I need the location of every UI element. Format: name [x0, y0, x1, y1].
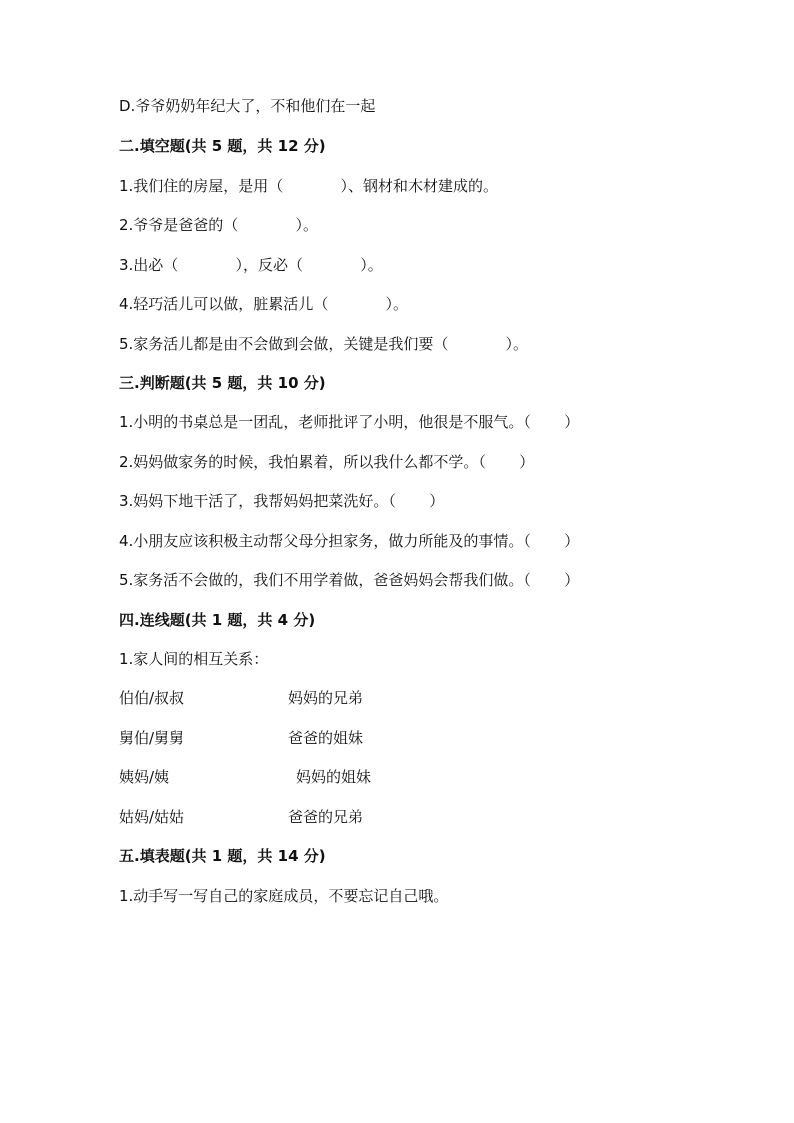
- table-question-1: 1.动手写一写自己的家庭成员，不要忘记自己哦。: [119, 887, 449, 905]
- section-heading-true-false: 三.判断题(共 5 题，共 10 分): [119, 374, 326, 392]
- match-left-item: 伯伯/叔叔: [119, 689, 185, 707]
- fill-question-2: 2.爷爷是爸爸的（ ）。: [119, 216, 319, 234]
- match-right-item: 爸爸的姐妹: [288, 729, 364, 747]
- match-right-item: 妈妈的姐妹: [296, 768, 372, 786]
- matching-question-1: 1.家人间的相互关系：: [119, 650, 269, 668]
- judge-question-4: 4.小朋友应该积极主动帮父母分担家务，做力所能及的事情。（ ）: [119, 532, 580, 550]
- fill-question-3: 3.出必（ ），反必（ ）。: [119, 256, 383, 274]
- section-heading-table: 五.填表题(共 1 题，共 14 分): [119, 847, 326, 865]
- match-left-item: 姑妈/姑姑: [119, 808, 185, 826]
- match-right-item: 爸爸的兄弟: [288, 808, 364, 826]
- fill-question-5: 5.家务活儿都是由不会做到会做，关键是我们要（ ）。: [119, 335, 529, 353]
- match-left-item: 姨妈/姨: [119, 768, 170, 786]
- fill-question-1: 1.我们住的房屋，是用（ ）、钢材和木材建成的。: [119, 177, 499, 195]
- section-heading-matching: 四.连线题(共 1 题，共 4 分): [119, 611, 316, 629]
- judge-question-3: 3.妈妈下地干活了，我帮妈妈把菜洗好。（ ）: [119, 492, 445, 510]
- judge-question-2: 2.妈妈做家务的时候，我怕累着，所以我什么都不学。（ ）: [119, 453, 535, 471]
- match-right-item: 妈妈的兄弟: [288, 689, 364, 707]
- judge-question-5: 5.家务活不会做的，我们不用学着做，爸爸妈妈会帮我们做。（ ）: [119, 571, 580, 589]
- judge-question-1: 1.小明的书桌总是一团乱，老师批评了小明，他很是不服气。（ ）: [119, 413, 580, 431]
- option-d: D.爷爷奶奶年纪大了，不和他们在一起: [119, 97, 376, 115]
- match-left-item: 舅伯/舅舅: [119, 729, 185, 747]
- section-heading-fill-blank: 二.填空题(共 5 题，共 12 分): [119, 137, 326, 155]
- fill-question-4: 4.轻巧活儿可以做，脏累活儿（ ）。: [119, 295, 409, 313]
